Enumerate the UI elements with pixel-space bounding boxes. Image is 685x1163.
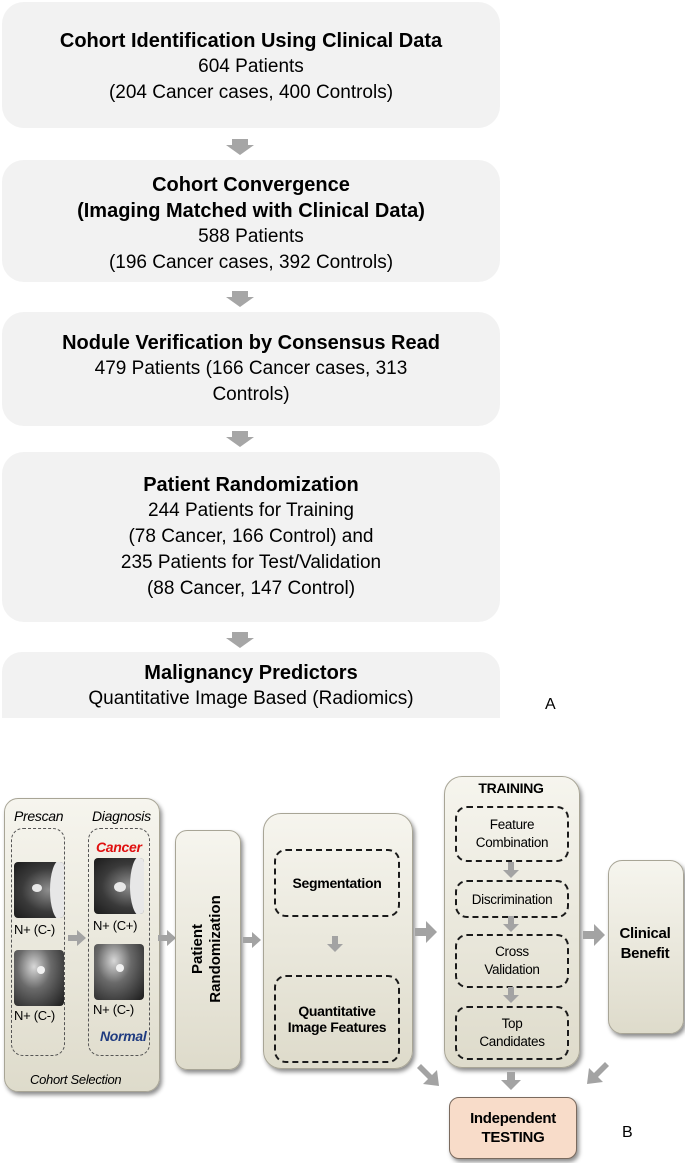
step-line: 479 Patients (166 Cancer cases, 313 xyxy=(94,358,408,379)
step-line: 588 Patients xyxy=(198,226,304,247)
randomization-line: Patient xyxy=(189,924,206,975)
clinical-line: Clinical xyxy=(619,925,671,942)
down-arrow-icon xyxy=(226,139,254,155)
clinical-benefit-label xyxy=(608,924,682,964)
ct-scan-image xyxy=(94,858,144,914)
step-line: (204 Cancer cases, 400 Controls) xyxy=(108,82,394,103)
step-line: Controls) xyxy=(212,384,290,405)
step-title-2: (Imaging Matched with Clinical Data) xyxy=(77,200,425,222)
training-step-line: Combination xyxy=(475,835,549,850)
training-step-line: Cross xyxy=(495,944,529,959)
diagonal-arrow-icon xyxy=(585,1062,609,1086)
training-step-line: Feature xyxy=(489,817,535,832)
diagnosis-label: Diagnosis xyxy=(92,808,151,824)
down-arrow-icon xyxy=(226,291,254,307)
training-title: TRAINING xyxy=(478,780,544,796)
training-step-line: Candidates xyxy=(479,1034,545,1049)
patient-randomization-label xyxy=(175,830,239,1068)
right-arrow-icon xyxy=(583,924,605,946)
n-c-minus-label: N+ (C-) xyxy=(14,922,55,937)
n-c-minus-label: N+ (C-) xyxy=(93,1002,134,1017)
step-malignancy-predictors xyxy=(2,652,500,718)
down-arrow-icon xyxy=(226,431,254,447)
training-step-top-candidates xyxy=(455,1006,569,1060)
step-line: (88 Cancer, 147 Control) xyxy=(146,578,356,599)
quantitative-features-step xyxy=(274,975,400,1063)
step-nodule-verification xyxy=(2,312,500,426)
training-step-line: Top xyxy=(501,1016,523,1031)
training-step-feature-combination xyxy=(455,806,569,862)
training-step-line: Discrimination xyxy=(471,891,553,907)
ct-scan-image xyxy=(14,950,64,1006)
quant-line: Image Features xyxy=(287,1019,387,1035)
down-arrow-icon xyxy=(226,632,254,648)
step-line: (196 Cancer cases, 392 Controls) xyxy=(108,252,394,273)
right-arrow-icon xyxy=(68,930,86,946)
step-cohort-identification xyxy=(2,2,500,128)
step-title: Cohort Identification Using Clinical Data xyxy=(59,30,443,52)
testing-line: Independent xyxy=(470,1110,556,1127)
testing-line: TESTING xyxy=(481,1129,545,1146)
step-line: (78 Cancer, 166 Control) and xyxy=(128,526,374,547)
step-title: Malignancy Predictors xyxy=(144,662,358,684)
n-c-minus-label: N+ (C-) xyxy=(14,1008,55,1023)
training-step-line: Validation xyxy=(484,962,540,977)
n-c-plus-label: N+ (C+) xyxy=(93,918,138,933)
randomization-line: Randomization xyxy=(207,895,224,1003)
ct-scan-image xyxy=(94,944,144,1000)
cancer-label: Cancer xyxy=(96,839,142,855)
step-patient-randomization xyxy=(2,452,500,622)
quant-line: Quantitative xyxy=(298,1003,376,1019)
normal-label: Normal xyxy=(100,1028,147,1044)
right-arrow-icon xyxy=(243,932,261,948)
down-arrow-icon xyxy=(503,916,519,932)
training-step-cross-validation xyxy=(455,934,569,988)
step-line: 235 Patients for Test/Validation xyxy=(120,552,382,573)
down-arrow-icon xyxy=(501,1072,521,1090)
step-line: 604 Patients xyxy=(198,56,304,77)
panel-letter-a: A xyxy=(545,696,556,713)
down-arrow-icon xyxy=(327,936,343,952)
independent-testing-box xyxy=(449,1097,577,1159)
step-cohort-convergence xyxy=(2,160,500,282)
diagonal-arrow-icon xyxy=(417,1064,441,1088)
step-title: Patient Randomization xyxy=(143,474,359,496)
prescan-label: Prescan xyxy=(14,808,64,824)
down-arrow-icon xyxy=(503,987,519,1003)
segmentation-step xyxy=(274,849,400,917)
panel-letter-b: B xyxy=(622,1124,633,1141)
ct-scan-image xyxy=(14,862,64,918)
cohort-selection-label: Cohort Selection xyxy=(30,1072,122,1087)
down-arrow-icon xyxy=(503,862,519,878)
training-step-discrimination xyxy=(455,880,569,918)
step-line: Quantitative Image Based (Radiomics) xyxy=(88,688,414,709)
right-arrow-icon xyxy=(415,921,437,943)
clinical-line: Benefit xyxy=(620,945,670,962)
step-line: 244 Patients for Training xyxy=(148,500,354,521)
segmentation-label: Segmentation xyxy=(292,875,382,891)
step-title: Cohort Convergence xyxy=(152,174,350,196)
step-title: Nodule Verification by Consensus Read xyxy=(62,332,440,354)
right-arrow-icon xyxy=(158,930,176,946)
